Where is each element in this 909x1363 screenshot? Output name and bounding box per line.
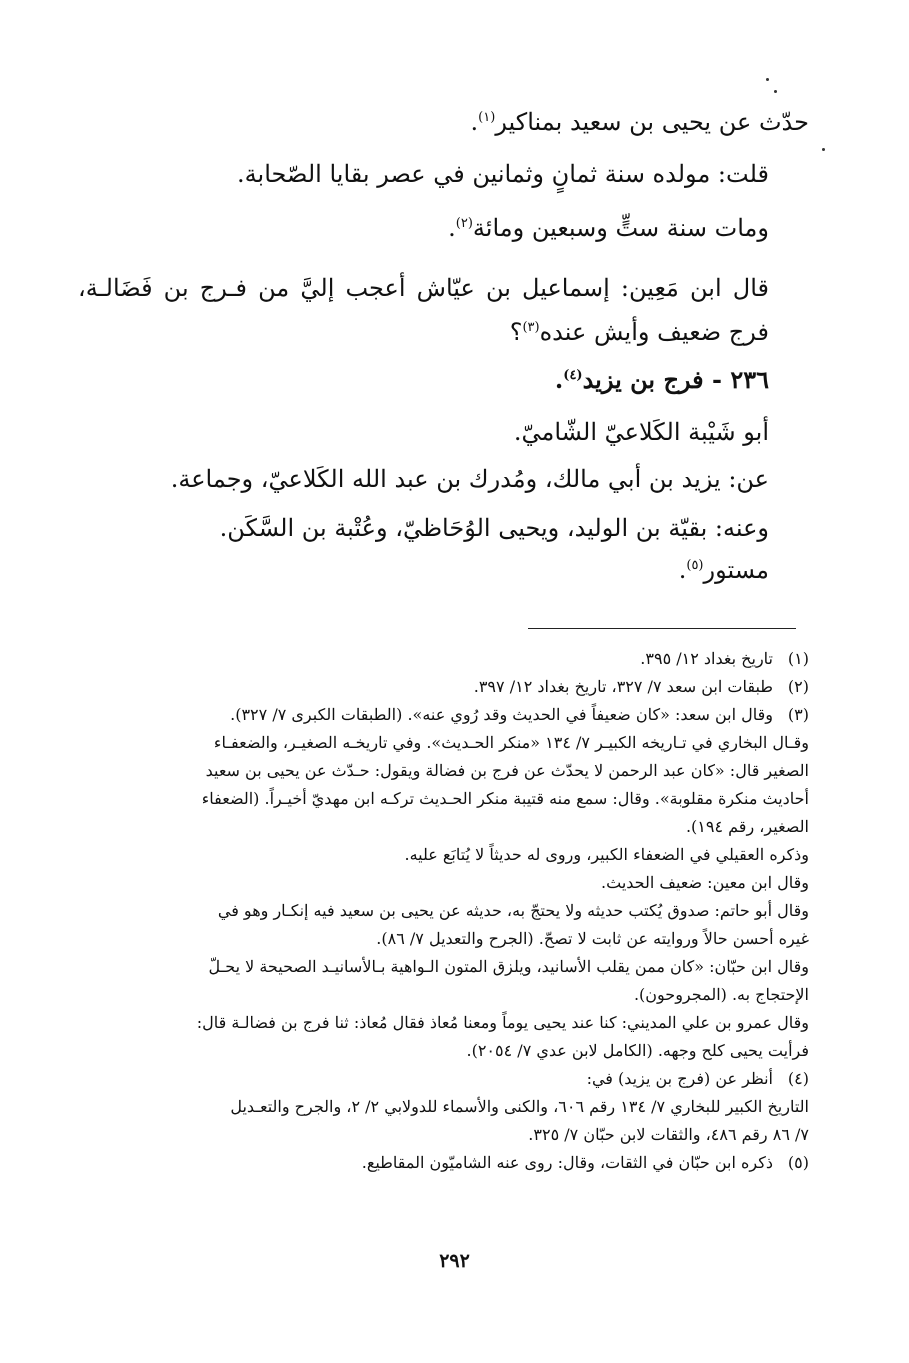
footnote-number: (٥) (787, 1153, 809, 1172)
scan-speck (822, 148, 825, 151)
text-line: ومات سنة ستٍّ وسبعين ومائة$^{(٢)}$. (448, 214, 769, 242)
footnote-line: غيره أحسن حالاً وروايته عن ثابت لا تصحّ. (الجرح والتعديل ٧/ ٨٦). (376, 929, 809, 948)
footnote-3-continuation (78, 729, 809, 1065)
entry-heading: ٢٣٦ - فرج بن يزيد$^{(٤)}$. (554, 365, 769, 394)
footnote-line: فرأيت يحيى كلح وجهه. (الكامل لابن عدي ٧/ ٢٠٥٤). (466, 1041, 809, 1060)
text-line: وعنه: بقيّة بن الوليد، ويحيى الوُحَاظيّ، وعُتْبة بن السَّكَن. (219, 514, 769, 542)
footnote-3 (78, 701, 809, 729)
footnote-line: وقال ابن سعد: «كان ضعيفاً في الحديث وقد رُوي عنه». (الطبقات الكبرى ٧/ ٣٢٧). (230, 705, 773, 724)
footnote-line: وقال ابن معين: ضعيف الحديث. (601, 873, 809, 892)
page-number: ٢٩٢ (439, 1250, 470, 1272)
footnote-line: وقـال البخاري في تـاريخه الكبيـر ٧/ ١٣٤ «منكر الحـديث». وفي تاريخـه الصغيـر، والضعفـاء (213, 733, 809, 752)
footnote-number: (٣) (787, 705, 809, 724)
footnote-ref: (١) (478, 110, 496, 125)
footnote-ref: (٥) (686, 558, 704, 573)
footnote-line: التاريخ الكبير للبخاري ٧/ ١٣٤ رقم ٦٠٦، والكنى والأسماء للدولابي ٢/ ٢، والجرح والتعـديل (230, 1097, 809, 1116)
footnote-5 (78, 1149, 809, 1177)
footnote-line: الصغير، رقم ١٩٤). (685, 817, 809, 836)
scan-speck (766, 78, 769, 81)
footnote-ref: (٣) (522, 320, 540, 335)
footnote-ref: (٢) (455, 216, 473, 231)
footnote-1 (78, 645, 809, 673)
footnote-line: ذكره ابن حبّان في الثقات، وقال: روى عنه الشاميّون المقاطيع. (361, 1153, 773, 1172)
footnote-line: وقال أبو حاتم: صدوق يُكتب حديثه ولا يحتجّ به، حديثه عن يحيى بن سعيد فيه إنكـار وهو في (217, 901, 809, 920)
text-line: حدّث عن يحيى بن سعيد بمناكير$^{(١)}$. (470, 108, 809, 136)
footnote-4 (78, 1065, 809, 1093)
footnote-line: أحاديث منكرة مقلوبة». وقال: سمع منه قتيبة منكر الحـديث تركـه ابن مهديّ أخيـراً. (الضعفاء (201, 789, 809, 808)
text-line: قلت: مولده سنة ثمانٍ وثمانين في عصر بقايا الصّحابة. (237, 160, 769, 188)
scan-speck (774, 90, 777, 93)
footnote-line: تاريخ بغداد ١٢/ ٣٩٥. (640, 649, 773, 668)
footnote-line: الإحتجاج به. (المجروحون). (633, 985, 809, 1004)
footnote-line: وقال عمرو بن علي المديني: كنا عند يحيى يوماً ومعنا مُعاذ فقال مُعاذ: ثنا فرج بن فضالـة قال: (196, 1013, 809, 1032)
footnote-number: (١) (787, 649, 809, 668)
footnote-line: وقال ابن حبّان: «كان ممن يقلب الأسانيد، ويلزق المتون الـواهية بـالأسانيـد الصحيحة لا يحـلّ (208, 957, 809, 976)
footnote-line: طبقات ابن سعد ٧/ ٣٢٧، تاريخ بغداد ١٢/ ٣٩٧. (473, 677, 773, 696)
footnote-ref: (٤) (563, 368, 583, 383)
footnote-line: ٧/ ٨٦ رقم ٤٨٦، والثقات لابن حبّان ٧/ ٣٢٥. (528, 1125, 809, 1144)
text-line: مستور$^{(٥)}$. (678, 556, 769, 584)
footnote-line: وذكره العقيلي في الضعفاء الكبير، وروى له حديثاً لا يُتابَع عليه. (404, 845, 809, 864)
footnote-number: (٢) (787, 677, 809, 696)
text-paragraph: قال ابن مَعِين: إسماعيل بن عيّاش أعجب إليَّ من فـرج بن فَضَالـة، فرج ضعيف وأيش عنده$^{(٣)}$؟ (78, 274, 769, 346)
footnote-line: الصغير قال: «كان عبد الرحمن لا يحدّث عن فرج بن فضالة ويقول: حـدّث عن يحيى بن سعيد (205, 761, 809, 780)
footnote-line: أنظر عن (فرج بن يزيد) في: (586, 1069, 773, 1088)
footnote-number: (٤) (787, 1069, 809, 1088)
footnote-4-continuation (78, 1093, 809, 1149)
text-line: عن: يزيد بن أبي مالك، ومُدرك بن عبد الله الكَلاعيّ، وجماعة. (170, 465, 769, 493)
footnote-2 (78, 673, 809, 701)
text-line: أبو شَيْبة الكَلاعيّ الشّاميّ. (513, 418, 769, 446)
footnotes (78, 645, 809, 1177)
footnote-separator (528, 628, 796, 629)
